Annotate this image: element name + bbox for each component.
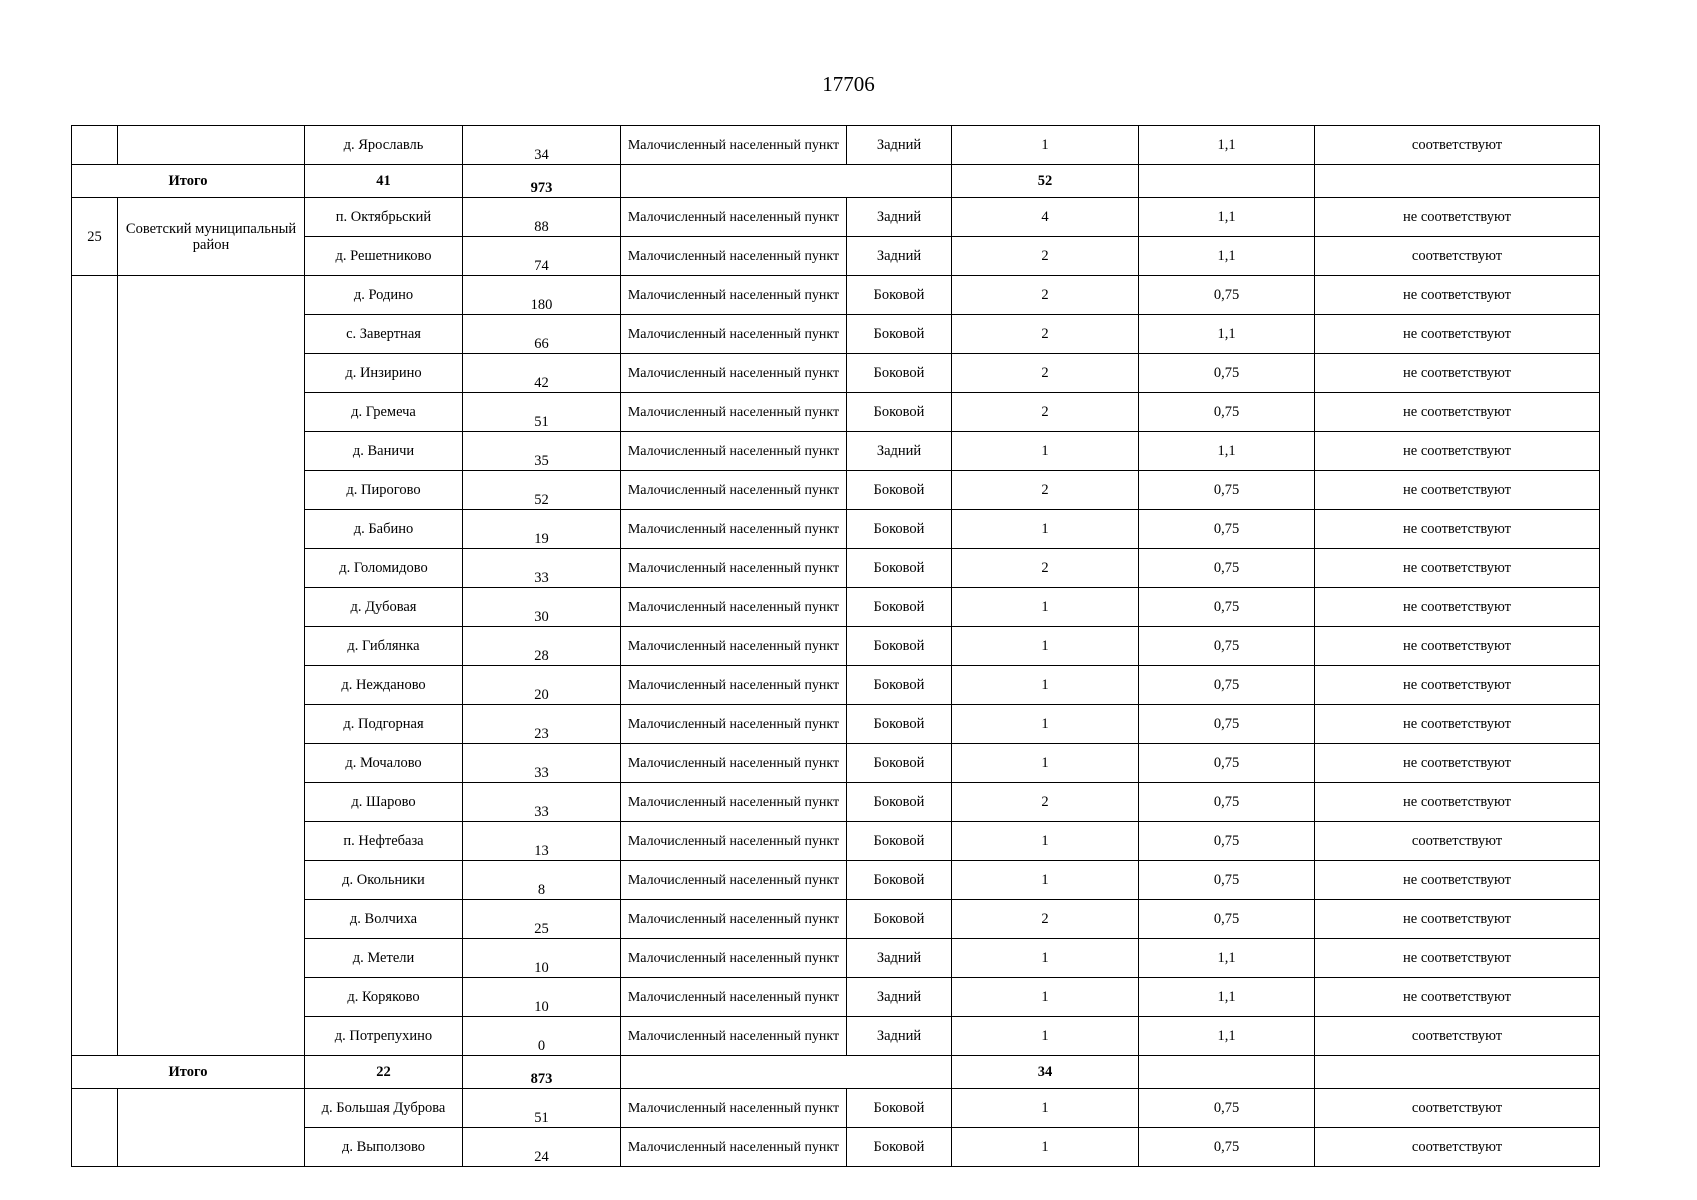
settlement-type: Малочисленный населенный пункт [621,783,847,822]
side-cell: Задний [847,978,952,1017]
coefficient-cell: 0,75 [1139,549,1315,588]
count-cell: 1 [952,939,1139,978]
status-cell: не соответствуют [1315,783,1600,822]
settlement-name: д. Выползово [305,1128,463,1167]
status-cell: не соответствуют [1315,900,1600,939]
population-cell: 10 [463,939,621,978]
total-places: 41 [305,165,463,198]
coefficient-cell: 1,1 [1139,1017,1315,1056]
count-cell: 2 [952,237,1139,276]
total-population: 873 [463,1056,621,1089]
count-cell: 2 [952,549,1139,588]
count-cell: 1 [952,666,1139,705]
settlement-type: Малочисленный населенный пункт [621,354,847,393]
status-cell: соответствуют [1315,237,1600,276]
total-empty [1139,1056,1315,1089]
settlement-type: Малочисленный населенный пункт [621,549,847,588]
settlement-name: д. Решетниково [305,237,463,276]
total-spacer [621,165,952,198]
status-cell: соответствуют [1315,1128,1600,1167]
settlement-type: Малочисленный населенный пункт [621,978,847,1017]
settlement-name: д. Большая Дуброва [305,1089,463,1128]
population-cell: 34 [463,126,621,165]
side-cell: Боковой [847,1128,952,1167]
population-cell: 8 [463,861,621,900]
table-row [72,276,1600,315]
status-cell: не соответствуют [1315,276,1600,315]
settlement-name: д. Окольники [305,861,463,900]
count-cell: 4 [952,198,1139,237]
status-cell: не соответствуют [1315,978,1600,1017]
settlement-name: д. Гремеча [305,393,463,432]
population-cell: 33 [463,744,621,783]
population-cell: 51 [463,1089,621,1128]
settlement-name: д. Коряково [305,978,463,1017]
settlement-name: д. Мочалово [305,744,463,783]
status-cell: не соответствуют [1315,315,1600,354]
coefficient-cell: 0,75 [1139,276,1315,315]
side-cell: Боковой [847,822,952,861]
group-number-cell: 25 [72,198,118,276]
side-cell: Задний [847,1017,952,1056]
status-cell: не соответствуют [1315,393,1600,432]
population-cell: 35 [463,432,621,471]
coefficient-cell: 0,75 [1139,666,1315,705]
total-empty [1139,165,1315,198]
coefficient-cell: 0,75 [1139,471,1315,510]
coefficient-cell: 0,75 [1139,588,1315,627]
status-cell: не соответствуют [1315,666,1600,705]
settlement-type: Малочисленный населенный пункт [621,126,847,165]
group-number-cell [72,1089,118,1167]
coefficient-cell: 0,75 [1139,822,1315,861]
side-cell: Задний [847,432,952,471]
coefficient-cell: 0,75 [1139,1128,1315,1167]
population-cell: 30 [463,588,621,627]
settlement-type: Малочисленный населенный пункт [621,432,847,471]
total-empty [1315,165,1600,198]
population-cell: 19 [463,510,621,549]
status-cell: соответствуют [1315,822,1600,861]
settlement-type: Малочисленный населенный пункт [621,666,847,705]
side-cell: Боковой [847,627,952,666]
settlement-type: Малочисленный населенный пункт [621,510,847,549]
population-cell: 66 [463,315,621,354]
settlements-table [71,125,1600,1167]
status-cell: не соответствуют [1315,861,1600,900]
population-cell: 51 [463,393,621,432]
total-count: 34 [952,1056,1139,1089]
population-cell: 0 [463,1017,621,1056]
total-places: 22 [305,1056,463,1089]
population-cell: 74 [463,237,621,276]
group-number-cell [72,276,118,1056]
coefficient-cell: 0,75 [1139,744,1315,783]
side-cell: Задний [847,939,952,978]
status-cell: соответствуют [1315,1089,1600,1128]
total-row [72,1056,1600,1089]
population-cell: 25 [463,900,621,939]
count-cell: 1 [952,432,1139,471]
count-cell: 2 [952,471,1139,510]
settlement-type: Малочисленный населенный пункт [621,939,847,978]
side-cell: Боковой [847,783,952,822]
status-cell: не соответствуют [1315,744,1600,783]
settlement-type: Малочисленный населенный пункт [621,1128,847,1167]
status-cell: не соответствуют [1315,354,1600,393]
population-cell: 28 [463,627,621,666]
settlement-name: д. Инзирино [305,354,463,393]
count-cell: 1 [952,705,1139,744]
status-cell: не соответствуют [1315,510,1600,549]
settlement-name: п. Нефтебаза [305,822,463,861]
count-cell: 1 [952,627,1139,666]
district-cell [118,1089,305,1167]
total-count: 52 [952,165,1139,198]
count-cell: 1 [952,588,1139,627]
coefficient-cell: 0,75 [1139,783,1315,822]
settlement-type: Малочисленный населенный пункт [621,1017,847,1056]
total-spacer [621,1056,952,1089]
count-cell: 2 [952,900,1139,939]
settlement-name: д. Бабино [305,510,463,549]
population-cell: 20 [463,666,621,705]
side-cell: Боковой [847,900,952,939]
side-cell: Задний [847,237,952,276]
population-cell: 24 [463,1128,621,1167]
table-row [72,1089,1600,1128]
side-cell: Боковой [847,705,952,744]
settlement-name: д. Гиблянка [305,627,463,666]
settlement-name: д. Родино [305,276,463,315]
settlement-type: Малочисленный населенный пункт [621,276,847,315]
coefficient-cell: 0,75 [1139,861,1315,900]
status-cell: соответствуют [1315,1017,1600,1056]
population-cell: 52 [463,471,621,510]
settlement-name: д. Потрепухино [305,1017,463,1056]
table-row [72,198,1600,237]
table-row [72,126,1600,165]
status-cell: не соответствуют [1315,705,1600,744]
settlement-name: д. Шарово [305,783,463,822]
status-cell: не соответствуют [1315,198,1600,237]
settlement-type: Малочисленный населенный пункт [621,705,847,744]
total-population: 973 [463,165,621,198]
side-cell: Боковой [847,354,952,393]
page-number: 17706 [822,72,875,96]
count-cell: 1 [952,978,1139,1017]
coefficient-cell: 1,1 [1139,126,1315,165]
count-cell: 2 [952,354,1139,393]
population-cell: 88 [463,198,621,237]
count-cell: 2 [952,783,1139,822]
count-cell: 2 [952,393,1139,432]
coefficient-cell: 0,75 [1139,354,1315,393]
total-label: Итого [72,165,305,198]
settlement-type: Малочисленный населенный пункт [621,1089,847,1128]
side-cell: Боковой [847,744,952,783]
population-cell: 180 [463,276,621,315]
settlement-type: Малочисленный населенный пункт [621,627,847,666]
settlement-type: Малочисленный населенный пункт [621,861,847,900]
side-cell: Боковой [847,666,952,705]
settlement-type: Малочисленный населенный пункт [621,237,847,276]
count-cell: 1 [952,861,1139,900]
side-cell: Боковой [847,276,952,315]
count-cell: 2 [952,276,1139,315]
group-number-cell [72,126,118,165]
settlement-name: п. Октябрьский [305,198,463,237]
total-row [72,165,1600,198]
total-label: Итого [72,1056,305,1089]
status-cell: не соответствуют [1315,432,1600,471]
count-cell: 1 [952,1128,1139,1167]
side-cell: Боковой [847,1089,952,1128]
district-cell [118,276,305,1056]
coefficient-cell: 0,75 [1139,510,1315,549]
population-cell: 13 [463,822,621,861]
settlement-type: Малочисленный населенный пункт [621,822,847,861]
coefficient-cell: 0,75 [1139,705,1315,744]
side-cell: Боковой [847,471,952,510]
population-cell: 23 [463,705,621,744]
population-cell: 33 [463,783,621,822]
settlement-name: д. Пирогово [305,471,463,510]
coefficient-cell: 1,1 [1139,978,1315,1017]
coefficient-cell: 1,1 [1139,198,1315,237]
side-cell: Боковой [847,393,952,432]
count-cell: 1 [952,1089,1139,1128]
district-cell: Советский муниципальный район [118,198,305,276]
settlement-name: д. Дубовая [305,588,463,627]
side-cell: Боковой [847,315,952,354]
population-cell: 33 [463,549,621,588]
status-cell: соответствуют [1315,126,1600,165]
coefficient-cell: 0,75 [1139,1089,1315,1128]
settlement-type: Малочисленный населенный пункт [621,744,847,783]
count-cell: 1 [952,510,1139,549]
status-cell: не соответствуют [1315,939,1600,978]
coefficient-cell: 0,75 [1139,900,1315,939]
settlement-name: д. Нежданово [305,666,463,705]
population-cell: 10 [463,978,621,1017]
side-cell: Боковой [847,861,952,900]
count-cell: 2 [952,315,1139,354]
population-cell: 42 [463,354,621,393]
settlement-type: Малочисленный населенный пункт [621,900,847,939]
coefficient-cell: 1,1 [1139,237,1315,276]
settlement-name: д. Волчиха [305,900,463,939]
settlement-name: д. Метели [305,939,463,978]
settlement-type: Малочисленный населенный пункт [621,393,847,432]
coefficient-cell: 1,1 [1139,432,1315,471]
coefficient-cell: 1,1 [1139,939,1315,978]
side-cell: Боковой [847,588,952,627]
count-cell: 1 [952,822,1139,861]
settlement-name: д. Голомидово [305,549,463,588]
side-cell: Боковой [847,549,952,588]
settlement-name: с. Завертная [305,315,463,354]
status-cell: не соответствуют [1315,627,1600,666]
total-empty [1315,1056,1600,1089]
count-cell: 1 [952,126,1139,165]
status-cell: не соответствуют [1315,588,1600,627]
district-cell [118,126,305,165]
status-cell: не соответствуют [1315,471,1600,510]
settlement-type: Малочисленный населенный пункт [621,315,847,354]
settlement-type: Малочисленный населенный пункт [621,198,847,237]
settlement-name: д. Подгорная [305,705,463,744]
count-cell: 1 [952,1017,1139,1056]
side-cell: Задний [847,126,952,165]
count-cell: 1 [952,744,1139,783]
settlement-name: д. Ярославль [305,126,463,165]
coefficient-cell: 1,1 [1139,315,1315,354]
side-cell: Задний [847,198,952,237]
side-cell: Боковой [847,510,952,549]
status-cell: не соответствуют [1315,549,1600,588]
coefficient-cell: 0,75 [1139,393,1315,432]
settlement-type: Малочисленный населенный пункт [621,588,847,627]
coefficient-cell: 0,75 [1139,627,1315,666]
settlement-name: д. Ваничи [305,432,463,471]
settlement-type: Малочисленный населенный пункт [621,471,847,510]
